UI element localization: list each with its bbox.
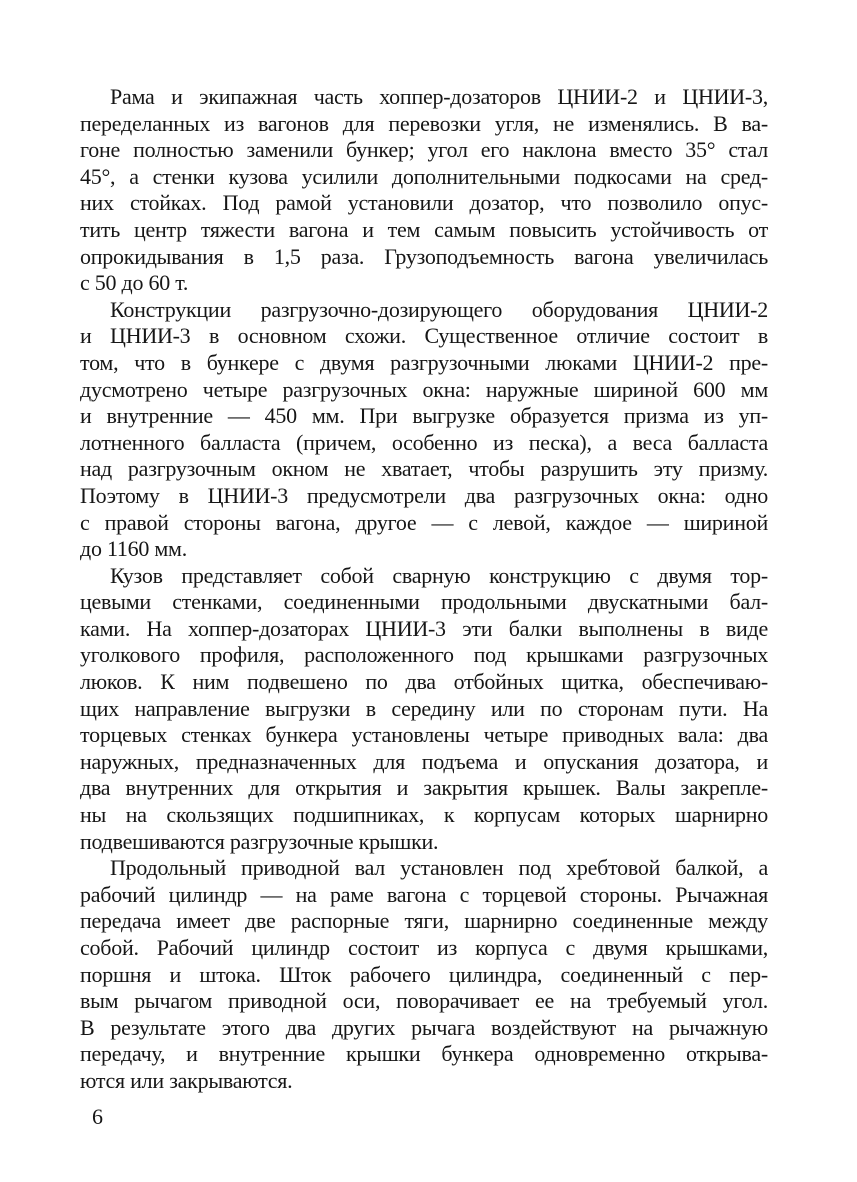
text-line: ются или закрываются. [80,1067,293,1093]
text-line: люков. К ним подвешено по два отбойных щитка, обеспечиваю- [80,669,768,695]
text-line: вым рычагом приводной оси, поворачивает ее на требуемый угол. [80,988,768,1014]
text-line: и ЦНИИ-3 в основном схожи. Существенное отличие состоит в [80,323,768,349]
paragraph [80,855,768,1094]
text-line: до 1160 мм. [80,536,187,562]
text-line: поршня и штока. Шток рабочего цилиндра, соединенный с пер- [80,961,768,987]
text-line: 45°, а стенки кузова усилили дополнительными подкосами на сред- [80,163,768,189]
text-line: два внутренних для открытия и закрытия крышек. Валы закрепле- [80,775,768,801]
text-line: В результате этого два других рычага воздействуют на рычажную [80,1014,768,1040]
text-line: Поэтому в ЦНИИ-3 предусмотрели два разгрузочных окна: одно [80,482,768,508]
text-line: том, что в бункере с двумя разгрузочными люками ЦНИИ-2 пре- [80,349,768,375]
text-line: с 50 до 60 т. [80,270,189,296]
paragraph [80,84,768,297]
text-line: Рама и экипажная часть хоппер-дозаторов ЦНИИ-2 и ЦНИИ-3, [110,84,768,109]
text-line: рабочий цилиндр — на раме вагона с торцевой стороны. Рычажная [80,881,768,907]
text-line: Продольный приводной вал установлен под хребтовой балкой, а [110,855,768,881]
text-line: и внутренние — 450 мм. При выгрузке образуется призма из уп- [80,403,768,429]
text-line: передачу, и внутренние крышки бункера одновременно открыва- [80,1041,768,1067]
text-line: с правой стороны вагона, другое — с левой, каждое — шириной [80,509,768,535]
text-line: Кузов представляет собой сварную конструкцию с двумя тор- [110,562,768,588]
text-line: опрокидывания в 1,5 раза. Грузоподъемность вагона увеличилась [80,243,768,269]
text-line: ны на скользящих подшипниках, к корпусам которых шарнирно [80,802,768,828]
text-line: ками. На хоппер-дозаторах ЦНИИ-3 эти балки выполнены в виде [80,615,768,641]
text-line: подвешиваются разгрузочные крышки. [80,828,439,854]
text-line: цевыми стенками, соединенными продольными двускатными бал- [80,589,768,615]
text-line: дусмотрено четыре разгрузочных окна: наружные шириной 600 мм [80,376,768,402]
paragraph [80,297,768,563]
body-text [80,84,768,1095]
text-line: Конструкции разгрузочно-дозирующего оборудования ЦНИИ-2 [110,296,768,322]
page-number: 6 [92,1104,103,1129]
text-line: лотненного балласта (причем, особенно из песка), а веса балласта [80,429,768,455]
text-line: уголкового профиля, расположенного под крышками разгрузочных [80,642,768,668]
text-line: щих направление выгрузки в середину или по сторонам пути. На [80,695,768,721]
text-line: передача имеет две распорные тяги, шарнирно соединенные между [80,908,768,934]
paragraph [80,563,768,856]
text-line: тить центр тяжести вагона и тем самым повысить устойчивость от [80,216,768,242]
text-line: них стойках. Под рамой установили дозатор, что позволило опус- [80,190,768,216]
text-line: над разгрузочным окном не хватает, чтобы разрушить эту призму. [80,456,768,482]
text-line: наружных, предназначенных для подъема и опускания дозатора, и [80,748,768,774]
text-line: переделанных из вагонов для перевозки угля, не изменялись. В ва- [80,110,768,136]
text-line: гоне полностью заменили бункер; угол его наклона вместо 35° стал [80,137,768,163]
text-line: собой. Рабочий цилиндр состоит из корпуса с двумя крышками, [80,935,768,960]
text-line: торцевых стенках бункера установлены четыре приводных вала: два [80,722,768,748]
